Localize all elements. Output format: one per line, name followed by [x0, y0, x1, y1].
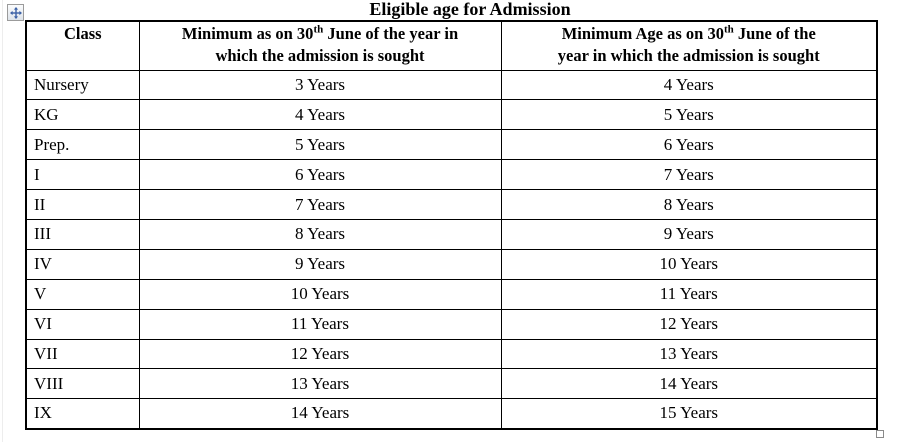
- cell-min-age-as-on-30th-june[interactable]: 13 Years: [501, 339, 877, 369]
- cell-min-age-as-on-30th-june[interactable]: 5 Years: [501, 100, 877, 130]
- cell-class[interactable]: Nursery: [26, 70, 139, 100]
- table-row: [26, 130, 877, 160]
- cell-min-age-as-on-30th-june[interactable]: 9 Years: [501, 219, 877, 249]
- header-class-label: Class: [63, 24, 102, 43]
- cell-min-age-as-on-30th-june[interactable]: 10 Years: [501, 249, 877, 279]
- header-line2: year in which the admission is sought: [557, 46, 820, 65]
- cell-min-as-on-30th-june[interactable]: 6 Years: [139, 160, 501, 190]
- cell-min-as-on-30th-june[interactable]: 10 Years: [139, 279, 501, 309]
- table-row: [26, 279, 877, 309]
- table-row: [26, 190, 877, 220]
- header-line2: which the admission is sought: [215, 46, 425, 65]
- table-row: [26, 309, 877, 339]
- cell-class[interactable]: V: [26, 279, 139, 309]
- table-row: [26, 219, 877, 249]
- table-title[interactable]: Eligible age for Admission: [369, 0, 571, 19]
- cell-class[interactable]: III: [26, 219, 139, 249]
- table-row: [26, 339, 877, 369]
- cell-min-age-as-on-30th-june[interactable]: 6 Years: [501, 130, 877, 160]
- cell-min-as-on-30th-june[interactable]: 5 Years: [139, 130, 501, 160]
- table-row: [26, 399, 877, 429]
- move-arrows-icon: [10, 7, 22, 19]
- header-line1: Minimum as on 30th June of the year in: [181, 23, 459, 43]
- superscript-th: th: [313, 23, 324, 36]
- table-body: [26, 70, 877, 429]
- cell-min-as-on-30th-june[interactable]: 14 Years: [139, 399, 501, 429]
- cell-class[interactable]: VIII: [26, 369, 139, 399]
- cell-class[interactable]: VI: [26, 309, 139, 339]
- cell-class[interactable]: IV: [26, 249, 139, 279]
- cell-min-age-as-on-30th-june[interactable]: 8 Years: [501, 190, 877, 220]
- cell-min-as-on-30th-june[interactable]: 9 Years: [139, 249, 501, 279]
- cell-min-as-on-30th-june[interactable]: 7 Years: [139, 190, 501, 220]
- table-row: [26, 249, 877, 279]
- header-cell-class[interactable]: [26, 21, 139, 70]
- header-cell-min-as-on-30th-june[interactable]: [139, 21, 501, 70]
- table-row: [26, 369, 877, 399]
- cell-class[interactable]: I: [26, 160, 139, 190]
- eligible-age-table: [25, 20, 878, 430]
- cell-min-as-on-30th-june[interactable]: 11 Years: [139, 309, 501, 339]
- cell-min-as-on-30th-june[interactable]: 3 Years: [139, 70, 501, 100]
- cell-min-as-on-30th-june[interactable]: 4 Years: [139, 100, 501, 130]
- page-left-edge: [2, 0, 3, 442]
- table-row: [26, 70, 877, 100]
- cell-min-age-as-on-30th-june[interactable]: 14 Years: [501, 369, 877, 399]
- superscript-th: th: [723, 23, 734, 36]
- cell-class[interactable]: II: [26, 190, 139, 220]
- table-row: [26, 160, 877, 190]
- cell-min-as-on-30th-june[interactable]: 8 Years: [139, 219, 501, 249]
- cell-class[interactable]: IX: [26, 399, 139, 429]
- cell-class[interactable]: KG: [26, 100, 139, 130]
- table-move-handle[interactable]: [7, 4, 24, 21]
- cell-min-age-as-on-30th-june[interactable]: 4 Years: [501, 70, 877, 100]
- table-row: [26, 100, 877, 130]
- header-row: [26, 21, 877, 70]
- cell-class[interactable]: Prep.: [26, 130, 139, 160]
- cell-min-as-on-30th-june[interactable]: 13 Years: [139, 369, 501, 399]
- cell-class[interactable]: VII: [26, 339, 139, 369]
- cell-min-age-as-on-30th-june[interactable]: 12 Years: [501, 309, 877, 339]
- header-cell-min-age-as-on-30th-june[interactable]: [501, 21, 877, 70]
- cell-min-age-as-on-30th-june[interactable]: 15 Years: [501, 399, 877, 429]
- table-resize-handle[interactable]: [876, 430, 884, 438]
- header-line1: Minimum Age as on 30th June of the: [561, 23, 816, 43]
- cell-min-as-on-30th-june[interactable]: 12 Years: [139, 339, 501, 369]
- cell-min-age-as-on-30th-june[interactable]: 11 Years: [501, 279, 877, 309]
- cell-min-age-as-on-30th-june[interactable]: 7 Years: [501, 160, 877, 190]
